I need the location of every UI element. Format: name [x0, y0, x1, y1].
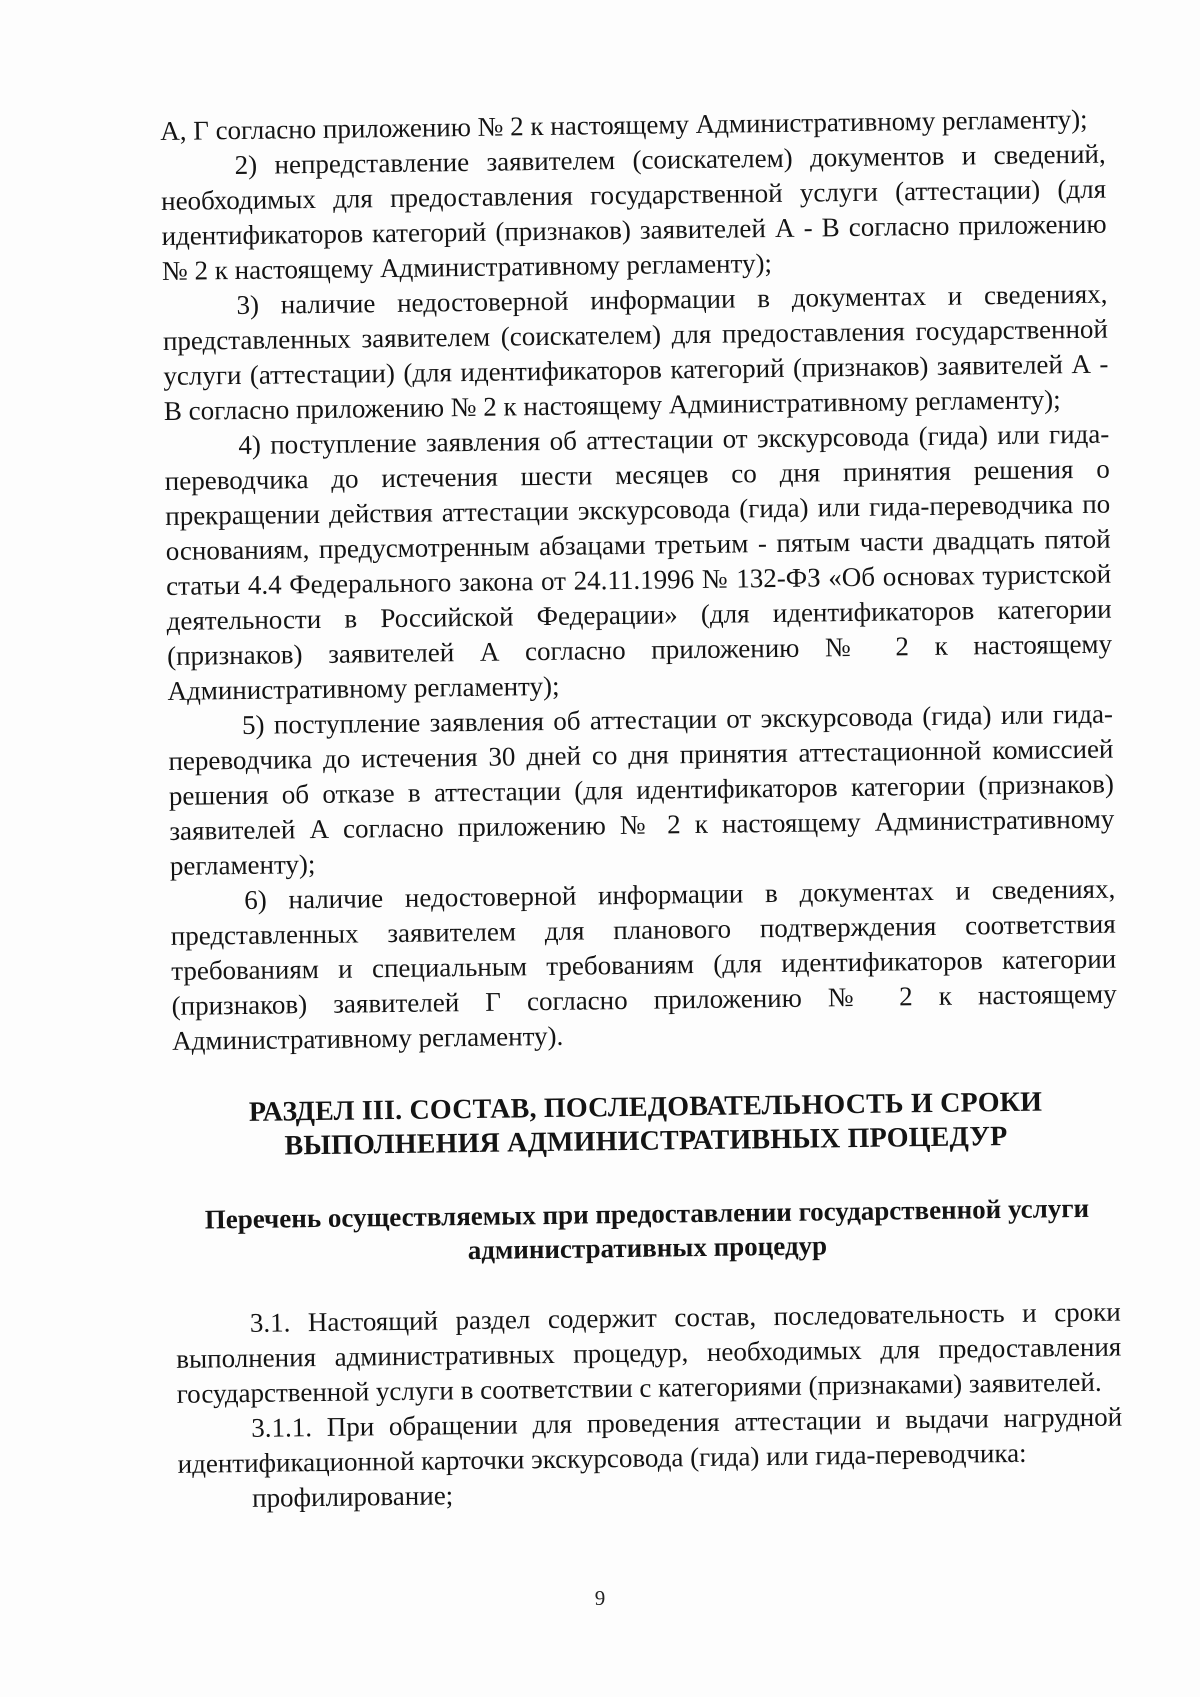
paragraph-continuation: А, Г согласно приложению № 2 к настоящему Административному регламенту); [160, 103, 1088, 146]
section-heading [173, 1085, 1119, 1165]
document-body [160, 102, 1123, 1517]
list-item-6: 6) наличие недостоверной информации в документах и сведениях, представленных заявителем для планового подтверждения соответствия требованиям и специальным требованиям (для идентификаторов категории (признаков) заявителей Г согласно приложению № 2 к настоящему Административному регламенту). [170, 873, 1117, 1056]
list-item-2: 2) непредставление заявителем (соискателем) документов и сведений, необходимых для предоставления государственной услуги (аттестации) (для идентификаторов категорий (признаков) заявителей А - В согласно приложению № 2 к настоящему Административному регламенту); [160, 138, 1107, 286]
list-item-5: 5) поступление заявления об аттестации от экскурсовода (гида) или гида-переводчика до истечения 30 дней со дня принятия аттестационной комиссией решения об отказе в аттестации (для идентификаторов категории (признаков) заявителей А согласно приложению № 2 к настоящему Административному регламенту); [168, 698, 1115, 881]
section-heading-line-1: РАЗДЕЛ III. СОСТАВ, ПОСЛЕДОВАТЕЛЬНОСТЬ И СРОКИ [248, 1086, 1043, 1128]
paragraph-profiling: профилирование; [251, 1480, 454, 1513]
subsection-heading-line-2: административных процедур [467, 1230, 828, 1266]
list-item-3: 3) наличие недостоверной информации в документах и сведениях, представленных заявителем (соискателем) для предоставления государственной услуги (аттестации) (для идентификаторов категорий (признаков) заявителей А - В согласно приложению № 2 к настоящему Административному регламенту); [162, 278, 1109, 426]
subsection-heading [174, 1191, 1120, 1271]
section-heading-line-2: ВЫПОЛНЕНИЯ АДМИНИСТРАТИВНЫХ ПРОЦЕДУР [284, 1120, 1008, 1162]
subsection-heading-line-1: Перечень осуществляемых при предоставлении государственной услуги [204, 1192, 1090, 1235]
paragraph-3-1: 3.1. Настоящий раздел содержит состав, последовательность и сроки выполнения административных процедур, необходимых для предоставления государственной услуги в соответствии с категориями (признаками) заявителей. [176, 1296, 1122, 1409]
paragraph-3-1-1: 3.1.1. При обращении для проведения аттестации и выдачи нагрудной идентификационной карточки экскурсовода (гида) или гида-переводчика: [177, 1401, 1123, 1479]
list-item-4: 4) поступление заявления об аттестации от экскурсовода (гида) или гида-переводчика до истечения шести месяцев со дня принятия решения о прекращении действия аттестации экскурсовода (гида) или гида-переводчика по основаниям, предусмотренным абзацами третьим - пятым части двадцать пятой статьи 4.4 Федерального закона от 24.11.1996 № 132-ФЗ «Об основах туристской деятельности в Российской Федерации» (для идентификаторов категории (признаков) заявителей А согласно приложению № 2 к настоящему Административному регламенту); [164, 418, 1113, 706]
page-number: 9 [594, 1586, 606, 1610]
